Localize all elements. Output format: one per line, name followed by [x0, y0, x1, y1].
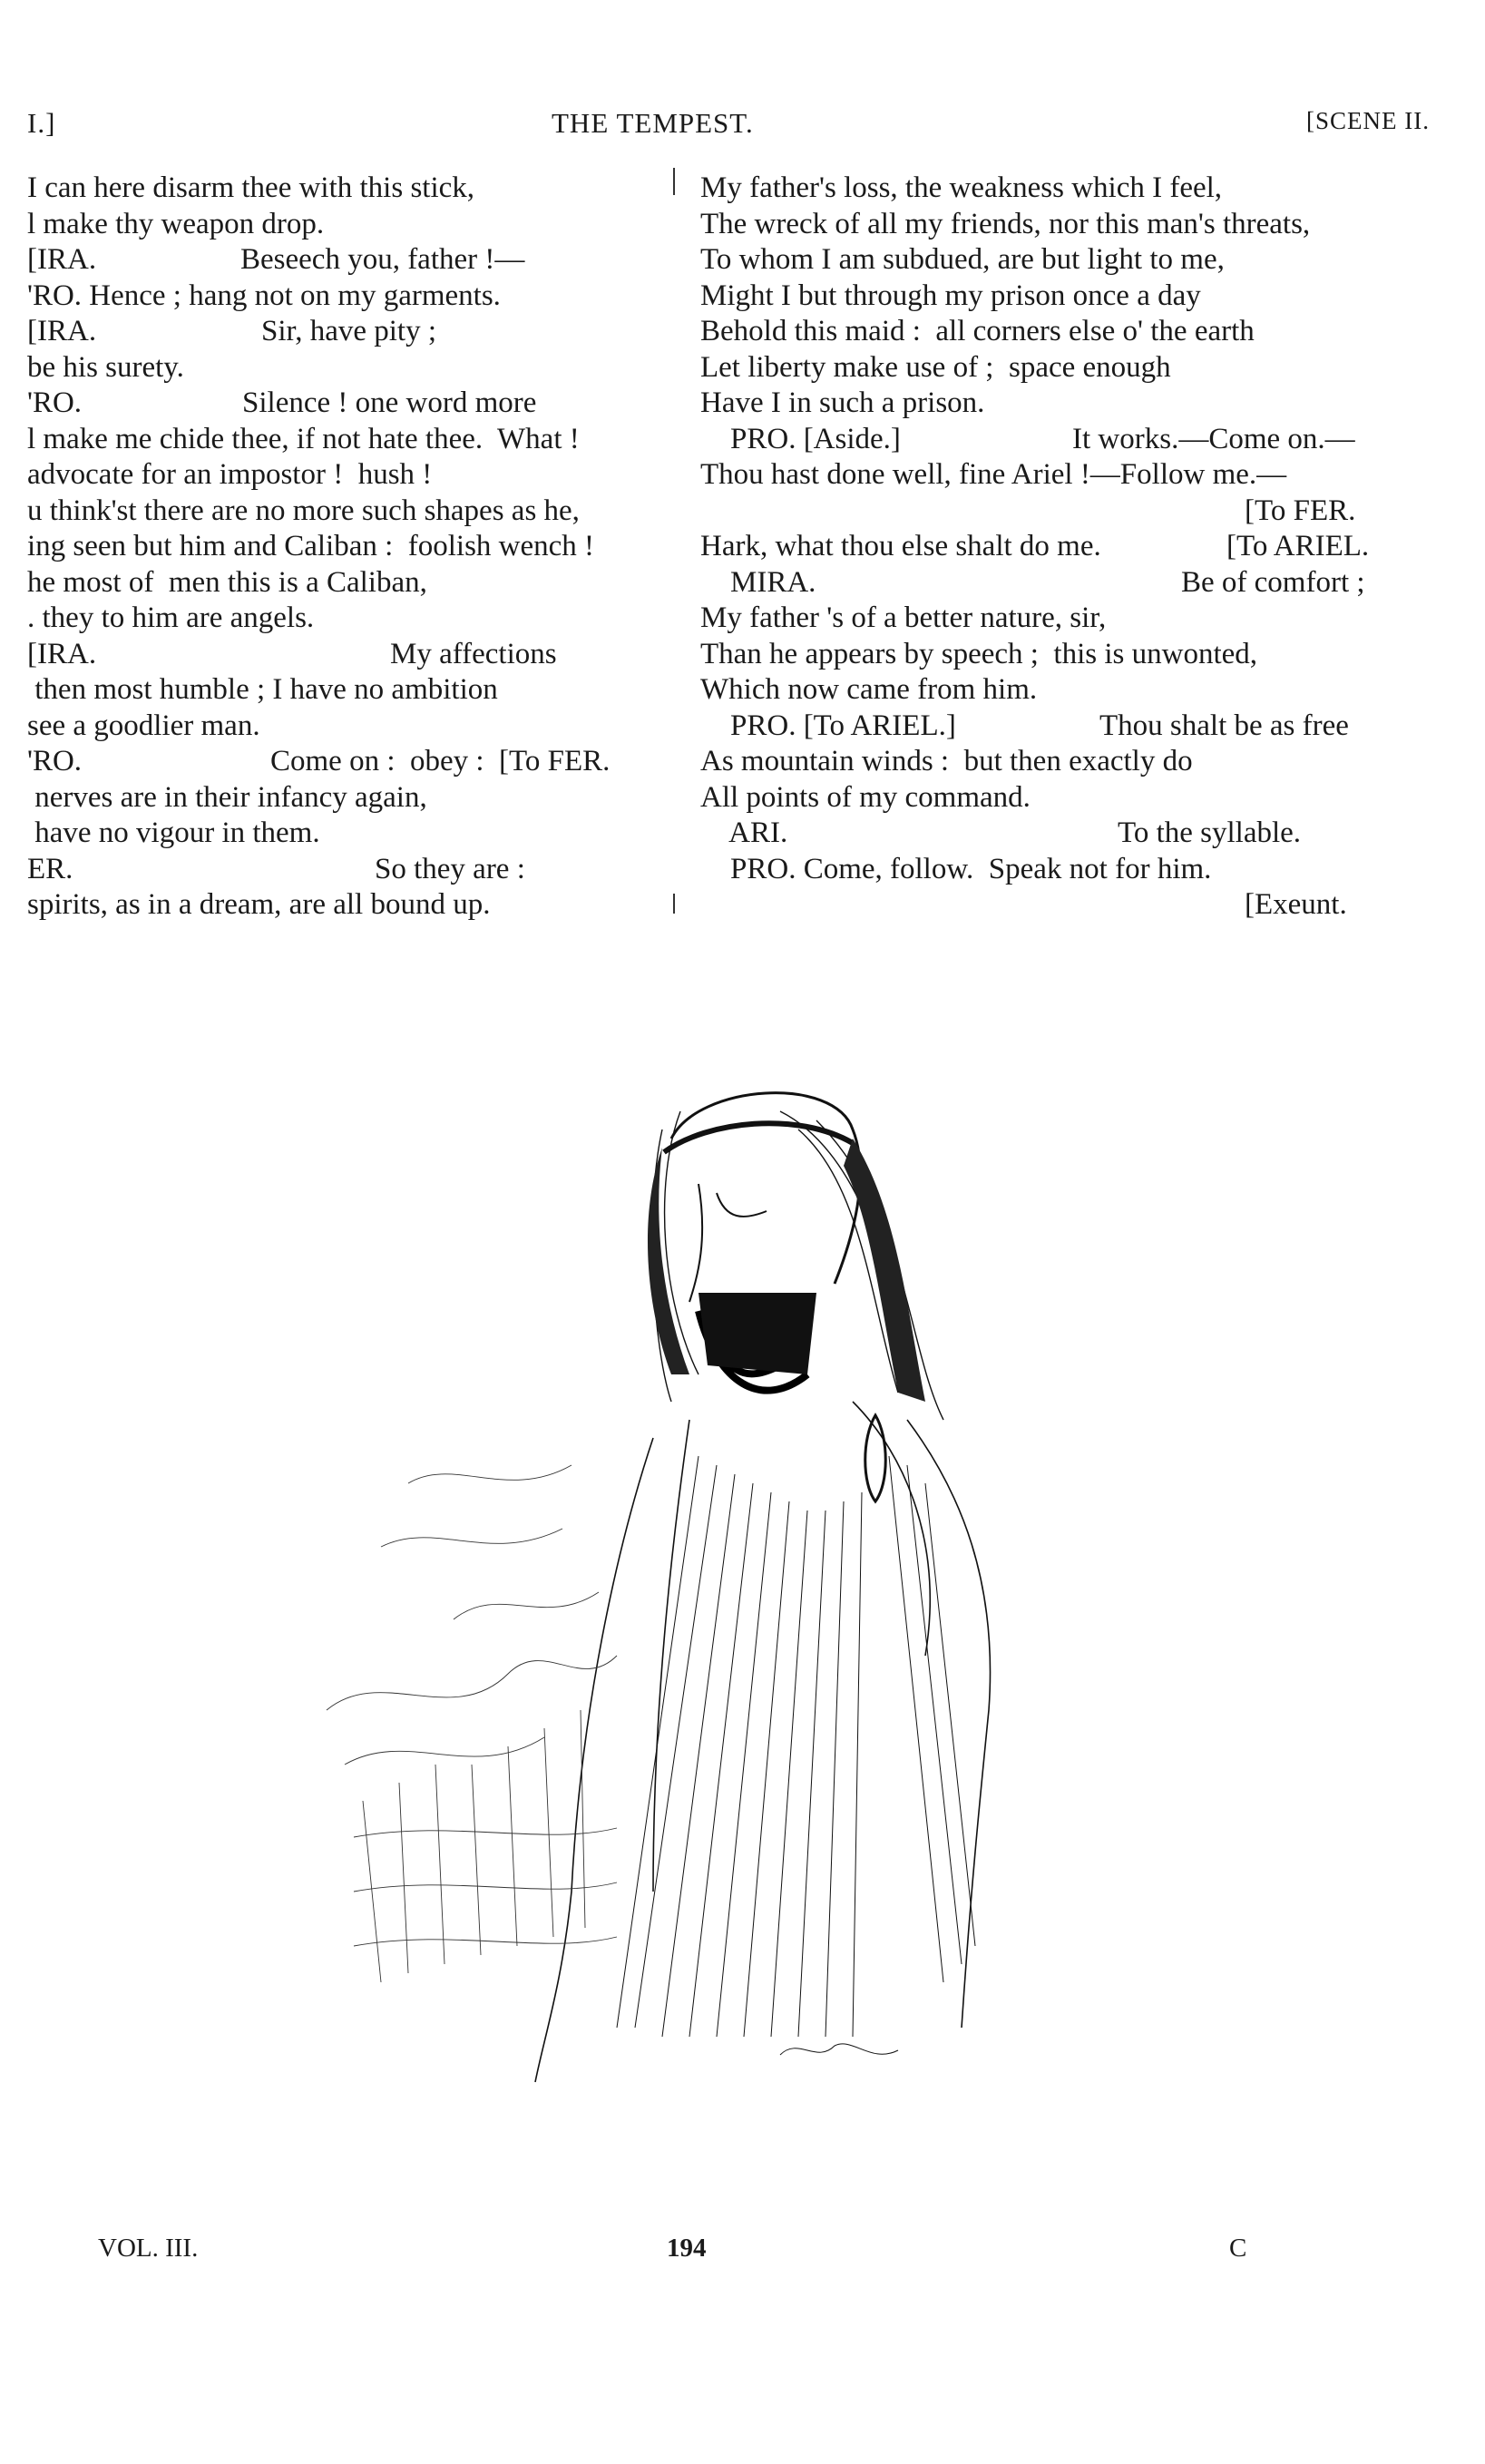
- text-line: [700, 350, 1399, 386]
- text-line: [700, 816, 1399, 852]
- line-text: spirits, as in a dream, are all bound up.: [27, 888, 491, 921]
- text-line: [27, 672, 662, 709]
- text-line: [700, 242, 1399, 279]
- line-text: u think'st there are no more such shapes as he,: [27, 494, 580, 527]
- artist-signature: [780, 2044, 898, 2055]
- text-line: [27, 207, 662, 243]
- text-line: [700, 672, 1399, 709]
- line-text: The wreck of all my friends, nor this man's threats,: [700, 207, 1311, 240]
- line-text: be his surety.: [27, 350, 184, 384]
- prospero-illustration: [272, 1075, 1143, 2100]
- line-text: PRO. [Aside.]: [700, 422, 901, 455]
- background-scribbles: [327, 1465, 617, 1982]
- text-line: [27, 279, 662, 315]
- line-text: ER.: [27, 852, 73, 885]
- line-text: My father's loss, the weakness which I feel,: [700, 171, 1223, 204]
- left-text-column: [27, 171, 662, 924]
- line-text: Than he appears by speech ; this is unwonted,: [700, 637, 1258, 670]
- line-text: he most of men this is a Caliban,: [27, 565, 427, 599]
- cloak-hatching: [617, 1456, 975, 2037]
- line-text: Have I in such a prison.: [700, 386, 985, 419]
- text-line: [700, 529, 1399, 565]
- line-text: l make thy weapon drop.: [27, 207, 325, 240]
- line-text-continued: [Exeunt.: [1245, 888, 1347, 921]
- right-text-column: [700, 171, 1399, 924]
- line-text-continued: Sir, have pity ;: [261, 315, 436, 347]
- line-text: have no vigour in them.: [27, 816, 320, 849]
- text-line: [27, 314, 662, 350]
- text-line: [27, 242, 662, 279]
- line-text: advocate for an impostor ! hush !: [27, 458, 433, 491]
- text-line: [700, 386, 1399, 422]
- text-line: [700, 887, 1399, 924]
- text-line: [700, 852, 1399, 888]
- page-number: 194: [667, 2234, 707, 2263]
- text-line: [27, 457, 662, 494]
- text-line: [700, 601, 1399, 637]
- running-head-left: I.]: [27, 107, 56, 139]
- line-text: All points of my command.: [700, 780, 1031, 814]
- text-line: [700, 422, 1399, 458]
- text-line: [27, 350, 662, 386]
- text-line: [27, 171, 662, 207]
- line-text: 'RO.: [27, 745, 83, 777]
- line-text: ARI.: [700, 816, 788, 849]
- line-text: l make me chide thee, if not hate thee. What !: [27, 422, 580, 455]
- column-divider-top: [673, 168, 675, 195]
- column-divider-bottom: [673, 894, 675, 914]
- line-text: I can here disarm thee with this stick,: [27, 171, 475, 204]
- text-line: [700, 494, 1399, 530]
- text-line: [700, 565, 1399, 601]
- running-head-title: THE TEMPEST.: [552, 107, 754, 139]
- line-text: Thou hast done well, fine Ariel !—Follow me.—: [700, 458, 1287, 491]
- line-text: . they to him are angels.: [27, 601, 315, 634]
- text-line: [27, 386, 662, 422]
- text-line: [700, 780, 1399, 816]
- line-text: then most humble ; I have no ambition: [27, 673, 498, 706]
- line-text: My father 's of a better nature, sir,: [700, 601, 1107, 634]
- line-text: Let liberty make use of ; space enough: [700, 350, 1171, 384]
- text-line: [27, 744, 662, 780]
- line-text-continued: So they are :: [375, 852, 525, 885]
- text-line: [700, 457, 1399, 494]
- line-text: [IRA.: [27, 637, 97, 670]
- text-line: [27, 529, 662, 565]
- text-line: [27, 852, 662, 888]
- line-text-continued: It works.—Come on.—: [1072, 422, 1355, 455]
- text-line: [27, 887, 662, 924]
- line-text: [IRA.: [27, 315, 97, 347]
- line-text: To whom I am subdued, are but light to me,: [700, 243, 1225, 276]
- text-line: [700, 314, 1399, 350]
- line-text-continued: [To FER.: [1245, 494, 1356, 527]
- line-text: 'RO. Hence ; hang not on my garments.: [27, 279, 501, 312]
- headband: [664, 1123, 853, 1152]
- face: [689, 1184, 767, 1302]
- text-line: [27, 816, 662, 852]
- line-text-continued: Come on : obey : [To FER.: [270, 745, 611, 777]
- text-line: [27, 637, 662, 673]
- text-line: [27, 494, 662, 530]
- text-line: [27, 565, 662, 601]
- line-text: Which now came from him.: [700, 673, 1038, 706]
- line-text: As mountain winds : but then exactly do: [700, 745, 1193, 777]
- text-line: [27, 601, 662, 637]
- signature-mark: C: [1229, 2234, 1247, 2263]
- line-text-continued: Be of comfort ;: [1181, 565, 1365, 599]
- line-text: PRO. Come, follow. Speak not for him.: [700, 852, 1212, 885]
- line-text-continued: Beseech you, father !—: [240, 243, 525, 276]
- line-text-continued: [To ARIEL.: [1226, 530, 1370, 562]
- cloak: [535, 1402, 991, 2082]
- line-text: 'RO.: [27, 386, 83, 419]
- line-text: Might I but through my prison once a day: [700, 279, 1201, 312]
- text-line: [27, 780, 662, 816]
- line-text: ing seen but him and Caliban : foolish wench !: [27, 530, 595, 562]
- text-line: [700, 709, 1399, 745]
- volume-label: VOL. III.: [98, 2234, 199, 2263]
- text-line: [27, 709, 662, 745]
- line-text: PRO. [To ARIEL.]: [700, 709, 956, 742]
- text-line: [700, 637, 1399, 673]
- text-line: [700, 744, 1399, 780]
- running-head-scene: [SCENE II.: [1306, 107, 1430, 134]
- line-text: nerves are in their infancy again,: [27, 780, 427, 814]
- line-text: Behold this maid : all corners else o' the earth: [700, 315, 1255, 347]
- line-text: MIRA.: [700, 565, 816, 599]
- text-line: [27, 422, 662, 458]
- text-line: [700, 171, 1399, 207]
- line-text-continued: To the syllable.: [1118, 816, 1302, 849]
- line-text-continued: Silence ! one word more: [242, 386, 537, 419]
- line-text: [IRA.: [27, 243, 97, 276]
- line-text: Hark, what thou else shalt do me.: [700, 530, 1101, 562]
- text-line: [700, 207, 1399, 243]
- line-text-continued: Thou shalt be as free: [1099, 709, 1349, 742]
- line-text: see a goodlier man.: [27, 709, 260, 742]
- line-text-continued: My affections: [390, 637, 557, 670]
- text-line: [700, 279, 1399, 315]
